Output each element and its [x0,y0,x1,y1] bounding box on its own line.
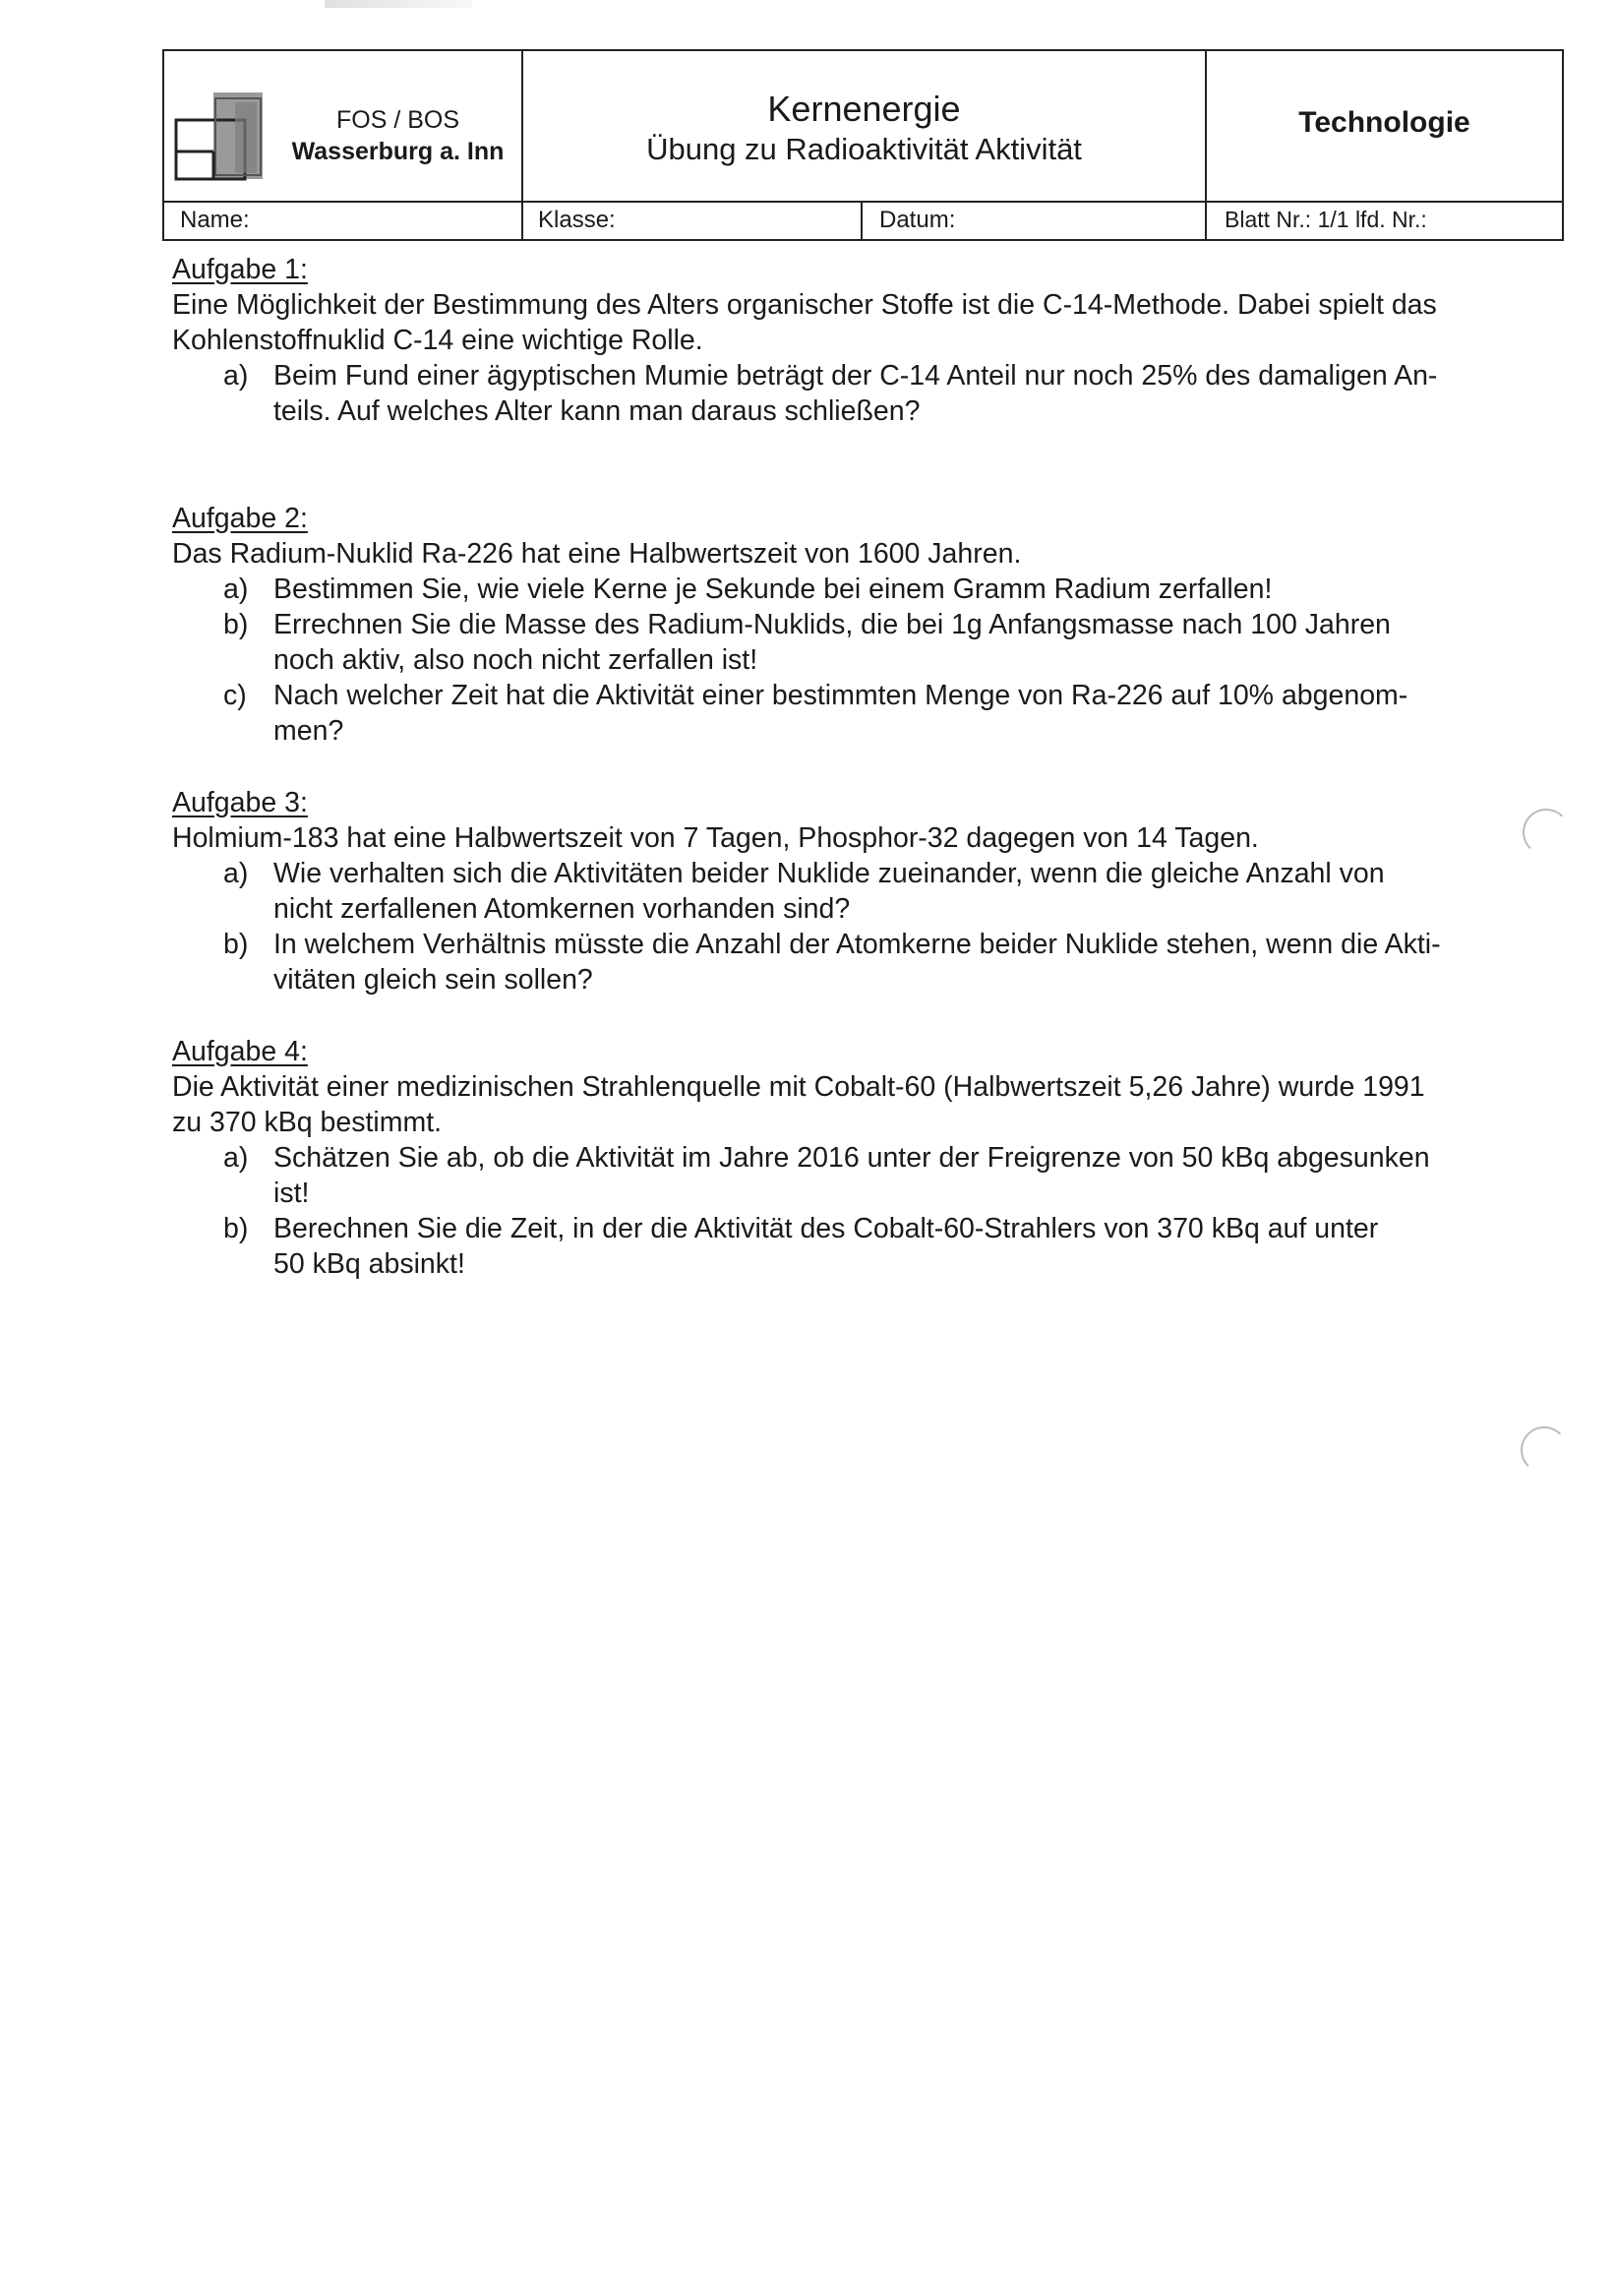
item-marker: a) [223,360,249,392]
school-logo-icon [174,91,265,181]
klasse-label: Klasse: [538,207,616,233]
school-location: Wasserburg a. Inn [291,138,505,165]
worksheet-content [172,252,1549,1282]
task-item [172,358,1549,429]
task-intro-line: Eine Möglichkeit der Bestimmung des Alters organischer Stoffe ist die C-14-Methode. Dabei spielt das [172,289,1437,321]
item-line: 50 kBq absinkt! [273,1248,465,1280]
item-line: Bestimmen Sie, wie viele Kerne je Sekunde bei einem Gramm Radium zerfallen! [273,574,1273,605]
task-items [172,572,1549,749]
name-label: Name: [180,207,250,233]
item-line: Beim Fund einer ägyptischen Mumie beträgt der C-14 Anteil nur noch 25% des damaligen An- [273,360,1438,392]
item-marker: a) [223,574,249,605]
header-fields-row [164,201,1562,239]
subject-cell [1207,51,1562,201]
blatt-label: Blatt Nr.: 1/1 lfd. Nr.: [1225,207,1427,232]
item-marker: b) [223,1213,249,1244]
task-items [172,358,1549,429]
task-heading: Aufgabe 1: [172,254,308,285]
item-marker: b) [223,929,249,960]
task-2 [172,501,1549,749]
task-item [172,1140,1549,1211]
task-item [172,927,1549,997]
item-line: Wie verhalten sich die Aktivitäten beider Nuklide zueinander, wenn die gleiche Anzahl von [273,858,1385,889]
item-line: In welchem Verhältnis müsste die Anzahl der Atomkerne beider Nuklide stehen, wenn die Akti- [273,929,1441,960]
task-item [172,678,1549,749]
item-line: Berechnen Sie die Zeit, in der die Aktivität des Cobalt-60-Strahlers von 370 kBq auf unter [273,1213,1379,1244]
item-line: noch aktiv, also noch nicht zerfallen ist! [273,644,758,676]
header-top-row [164,51,1562,203]
item-line: Schätzen Sie ab, ob die Aktivität im Jahre 2016 unter der Freigrenze von 50 kBq abgesunken [273,1142,1430,1174]
task-3 [172,785,1549,997]
klasse-field [523,201,863,239]
worksheet-header [162,49,1564,241]
task-item [172,572,1549,607]
task-intro-line: Kohlenstoffnuklid C-14 eine wichtige Rolle. [172,325,703,356]
item-line: Errechnen Sie die Masse des Radium-Nuklids, die bei 1g Anfangsmasse nach 100 Jahren [273,609,1391,640]
task-items [172,1140,1549,1282]
item-line: nicht zerfallenen Atomkernen vorhanden sind? [273,893,851,925]
task-heading: Aufgabe 4: [172,1036,308,1067]
worksheet-subtitle: Übung zu Radioaktivität Aktivität [646,132,1082,166]
item-marker: a) [223,858,249,889]
school-name: FOS / BOS [335,106,460,134]
school-cell [164,51,523,201]
title-cell [523,51,1207,201]
task-intro-line: zu 370 kBq bestimmt. [172,1107,443,1138]
task-1 [172,252,1549,429]
task-intro-line: Die Aktivität einer medizinischen Strahlenquelle mit Cobalt-60 (Halbwertszeit 5,26 Jahre) wurde 1991 [172,1071,1425,1103]
task-item [172,607,1549,678]
item-marker: b) [223,609,249,640]
item-line: teils. Auf welches Alter kann man daraus schließen? [273,395,921,427]
task-item [172,856,1549,927]
datum-field [863,201,1207,239]
item-marker: c) [223,680,247,711]
datum-label: Datum: [879,207,956,233]
scan-artifact [325,0,472,8]
punch-hole-mark [1523,809,1570,856]
item-line: men? [273,715,344,747]
task-item [172,1211,1549,1282]
item-marker: a) [223,1142,249,1174]
item-line: vitäten gleich sein sollen? [273,964,593,996]
punch-hole-mark [1521,1426,1568,1474]
task-intro-line: Holmium-183 hat eine Halbwertszeit von 7 Tagen, Phosphor-32 dagegen von 14 Tagen. [172,822,1259,854]
blatt-field [1207,201,1562,239]
item-line: Nach welcher Zeit hat die Aktivität einer bestimmten Menge von Ra-226 auf 10% abgenom- [273,680,1408,711]
task-4 [172,1034,1549,1282]
task-heading: Aufgabe 2: [172,503,308,534]
task-intro-line: Das Radium-Nuklid Ra-226 hat eine Halbwertszeit von 1600 Jahren. [172,538,1022,570]
task-heading: Aufgabe 3: [172,787,308,818]
subject-label: Technologie [1298,106,1470,139]
name-field [164,201,523,239]
task-items [172,856,1549,997]
item-line: ist! [273,1178,310,1209]
worksheet-title: Kernenergie [767,89,961,129]
